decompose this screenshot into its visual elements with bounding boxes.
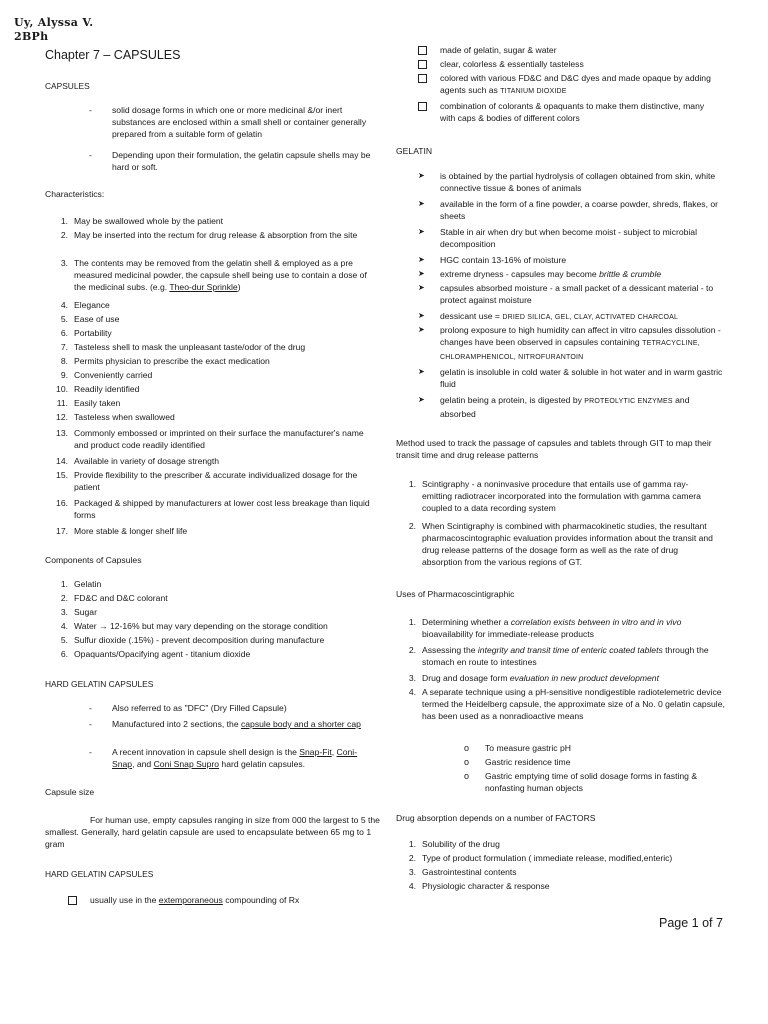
component-number: 3. (60, 607, 68, 617)
component-number: 1. (60, 579, 68, 589)
use-number: 2. (408, 645, 416, 655)
box-item (418, 100, 718, 124)
uses-heading: Uses of Pharmacoscintigraphic (396, 589, 515, 599)
bullet-text: solid dosage forms in which one or more medicinal &/or inert substances are enclosed within a small shell or container generally prepared from a suitable form of gelatin (112, 105, 367, 139)
gelatin-item (418, 310, 724, 324)
hard-gelatin-heading-2: HARD GELATIN CAPSULES (45, 869, 154, 879)
gelatin-item-text: gelatin being a protein, is digested by PROTEOLYTIC ENZYMES and absorbed (440, 395, 690, 419)
component-text: Sulfur dioxide (.15%) - prevent decomposition during manufacture (74, 635, 325, 645)
gelatin-item-text: available in the form of a fine powder, a coarse powder, shreds, flakes, or sheets (440, 199, 719, 221)
arrow-bullet-icon: ➤ (418, 255, 425, 264)
characteristic-number: 2. (60, 230, 68, 240)
characteristic-text: Commonly embossed or imprinted on their surface the manufacturer's name and product code readily identified (74, 428, 364, 450)
capsule-size-paragraph: For human use, empty capsules ranging in size from 000 the largest to 5 the smallest. Generally, hard gelatin capsule are used to encapsulate between 65 mg to 1 gram (45, 815, 380, 849)
gelatin-item-text: HGC contain 13-16% of moisture (440, 255, 567, 265)
gelatin-item-text: Stable in air when dry but when become moist - subject to microbial decomposition (440, 227, 697, 249)
bullet-text: Manufactured into 2 sections, the capsule body and a shorter cap (112, 719, 361, 729)
component-number: 5. (60, 635, 68, 645)
use-subitem-text: To measure gastric pH (485, 743, 571, 753)
arrow-bullet-icon: ➤ (418, 227, 425, 236)
bullet-text: A recent innovation in capsule shell design is the Snap-Fit, Coni-Snap, and Coni Snap Supro hard gelatin capsules. (112, 747, 358, 769)
use-text: Drug and dosage form evaluation in new product development (422, 673, 659, 683)
arrow-bullet-icon: ➤ (418, 269, 425, 278)
method-text: When Scintigraphy is combined with pharmacokinetic studies, the resultant pharmacoscintographic evaluation provides information about the transit and drug release patterns of the dosage form as well as the rate of drug absorption from the various regions of GT. (422, 521, 713, 567)
characteristic-text: Elegance (74, 300, 110, 310)
factor-number: 3. (408, 867, 416, 877)
use-number: 1. (408, 617, 416, 627)
box-item (418, 44, 718, 56)
factor-number: 4. (408, 881, 416, 891)
characteristic-text: Easily taken (74, 398, 121, 408)
factor-text: Type of product formulation ( immediate release, modified,enteric) (422, 853, 673, 863)
gelatin-item (418, 282, 724, 306)
gelatin-item-text: capsules absorbed moisture - a small packet of a dessicant material - to protect against moisture (440, 283, 714, 305)
author-block (14, 16, 93, 44)
arrow-bullet-icon: ➤ (418, 367, 425, 376)
component-text: Gelatin (74, 579, 102, 589)
factor-text: Gastrointestinal contents (422, 867, 517, 877)
characteristic-number: 3. (60, 258, 68, 268)
use-text: Assessing the integrity and transit time of enteric coated tablets through the stomach en route to intestines (422, 645, 709, 667)
characteristic-number: 14. (56, 456, 68, 466)
use-subitem (464, 742, 726, 754)
factor-number: 1. (408, 839, 416, 849)
use-number: 4. (408, 687, 416, 697)
hard-gelatin-heading: HARD GELATIN CAPSULES (45, 679, 154, 689)
method-text: Scintigraphy - a noninvasive procedure that entails use of gamma ray- emitting radiotracer incorporated into the formulation with gamma camera coupled to a data recording system (422, 479, 701, 513)
characteristic-number: 10. (56, 384, 68, 394)
factor-text: Solubility of the drug (422, 839, 500, 849)
box-item-text: made of gelatin, sugar & water (440, 45, 557, 55)
characteristic-text: More stable & longer shelf life (74, 526, 188, 536)
circle-bullet-icon: o (464, 743, 470, 753)
author-class: 2BPh (14, 30, 49, 43)
characteristic-number: 13. (56, 428, 68, 438)
gelatin-item (418, 324, 724, 364)
characteristic-text: Ease of use (74, 314, 120, 324)
box-item-text: clear, colorless & essentially tasteless (440, 59, 584, 69)
hard-bullet-2: - Manufactured into 2 sections, the capsule body and a shorter cap (89, 718, 379, 730)
gelatin-item-text: prolong exposure to high humidity can affect in vitro capsules dissolution - changes have been observed in capsules containing TETRACYCLINE, CHLORAMPHENICOL, NITROFURANTOIN (440, 325, 721, 361)
characteristic-text: Tasteless shell to mask the unpleasant taste/odor of the drug (74, 342, 306, 352)
arrow-bullet-icon: ➤ (418, 171, 425, 180)
arrow-bullet-icon: ➤ (418, 325, 425, 334)
gelatin-item (418, 254, 724, 266)
component-text: Sugar (74, 607, 97, 617)
characteristic-text: Available in variety of dosage strength (74, 456, 220, 466)
use-text: A separate technique using a pH-sensitive nondigestible radiotelemetric device termed the Heidelberg capsule, the approximate size of a No. 0 gelatin capsule, has been used as a nonradioactive means (422, 687, 725, 721)
component-number: 6. (60, 649, 68, 659)
box-item-text: colored with various FD&C and D&C dyes and made opaque by adding agents such as TITANIUM DIOXIDE (440, 73, 711, 95)
characteristic-text: Tasteless when swallowed (74, 412, 175, 422)
characteristic-number: 1. (60, 216, 68, 226)
gelatin-item (418, 198, 724, 222)
box-item (418, 58, 718, 70)
box-item-text: combination of colorants & opaquants to make them distinctive, many with caps & bodies of different colors (440, 101, 705, 123)
hard-bullet-3: - A recent innovation in capsule shell design is the Snap-Fit, Coni-Snap, and Coni Snap Supro hard gelatin capsules. (89, 746, 379, 770)
arrow-bullet-icon: ➤ (418, 199, 425, 208)
gelatin-item-text: dessicant use = DRIED SILICA, GEL, CLAY, ACTIVATED CHARCOAL (440, 311, 679, 321)
checkbox-bullet-icon (418, 46, 427, 55)
characteristic-number: 17. (56, 526, 68, 536)
characteristic-number: 15. (56, 470, 68, 480)
checkbox-bullet-icon (68, 896, 77, 905)
use-subitem (464, 756, 726, 768)
use-text: Determining whether a correlation exists between in vitro and in vivo bioavailability for immediate-release products (422, 617, 682, 639)
method-number: 1. (408, 479, 416, 489)
gelatin-item (418, 226, 724, 250)
factor-text: Physiologic character & response (422, 881, 550, 891)
gelatin-item-text: gelatin is insoluble in cold water & soluble in hot water and in warm gastric fluid (440, 367, 723, 389)
method-paragraph: Method used to track the passage of capsules and tablets through GIT to map their transit time and drug release patterns (396, 438, 712, 460)
characteristic-number: 8. (60, 356, 68, 366)
use-subitem-text: Gastric residence time (485, 757, 571, 767)
component-text: Water → 12-16% but may vary depending on the storage condition (74, 621, 328, 631)
factors-heading: Drug absorption depends on a number of FACTORS (396, 813, 596, 823)
use-number: 3. (408, 673, 416, 683)
factor-number: 2. (408, 853, 416, 863)
characteristic-text: Readily identified (74, 384, 140, 394)
hard2-item (68, 894, 368, 906)
gelatin-item-text: extreme dryness - capsules may become brittle & crumble (440, 269, 662, 279)
gelatin-item (418, 170, 724, 194)
checkbox-bullet-icon (418, 102, 427, 111)
circle-bullet-icon: o (464, 757, 470, 767)
characteristic-text: May be inserted into the rectum for drug release & absorption from the site (74, 230, 358, 240)
characteristic-text: Permits physician to prescribe the exact medication (74, 356, 270, 366)
characteristic-number: 7. (60, 342, 68, 352)
arrow-bullet-icon: ➤ (418, 311, 425, 320)
characteristic-text: Packaged & shipped by manufacturers at lower cost less breakage than liquid forms (74, 498, 370, 520)
characteristic-number: 16. (56, 498, 68, 508)
use-subitem (464, 770, 726, 794)
gelatin-item (418, 268, 724, 280)
bullet-text: Also referred to as "DFC" (Dry Filled Capsule) (112, 703, 287, 713)
characteristics-heading: Characteristics: (45, 189, 105, 199)
characteristic-text: Provide flexibility to the prescriber & accurate individualized dosage for the patient (74, 470, 358, 492)
gelatin-item (418, 394, 724, 420)
use-subitem-text: Gastric emptying time of solid dosage forms in fasting & nonfasting human objects (485, 771, 698, 793)
gelatin-item-text: is obtained by the partial hydrolysis of collagen obtained from skin, white connective tissue & bones of animals (440, 171, 716, 193)
component-text: FD&C and D&C colorant (74, 593, 168, 603)
characteristic-text: May be swallowed whole by the patient (74, 216, 224, 226)
characteristic-number: 12. (56, 412, 68, 422)
characteristic-number: 4. (60, 300, 68, 310)
checkbox-bullet-icon (418, 60, 427, 69)
capsules-bullet-2: - Depending upon their formulation, the gelatin capsule shells may be hard or soft. (89, 149, 379, 173)
hard-bullet-1: - Also referred to as "DFC" (Dry Filled Capsule) (89, 702, 379, 714)
characteristic-number: 9. (60, 370, 68, 380)
gelatin-item (418, 366, 724, 390)
hard2-item-text: usually use in the extemporaneous compounding of Rx (90, 895, 300, 905)
checkbox-bullet-icon (418, 74, 427, 83)
arrow-bullet-icon: ➤ (418, 283, 425, 292)
circle-bullet-icon: o (464, 771, 470, 781)
chapter-title: Chapter 7 – CAPSULES (45, 48, 181, 62)
page-number: Page 1 of 7 (659, 916, 723, 930)
component-number: 4. (60, 621, 68, 631)
characteristic-number: 5. (60, 314, 68, 324)
characteristic-text: Portability (74, 328, 112, 338)
characteristic-text: Conveniently carried (74, 370, 153, 380)
arrow-bullet-icon: ➤ (418, 395, 425, 404)
author-name: Uy, Alyssa V. (14, 16, 94, 29)
gelatin-heading: GELATIN (396, 146, 433, 156)
capsules-bullet-1: - solid dosage forms in which one or more medicinal &/or inert substances are enclosed within a small shell or container generally prepared from a suitable form of gelatin (89, 104, 379, 140)
box-item (418, 72, 718, 98)
characteristic-text: The contents may be removed from the gelatin shell & employed as a pre measured medicinal powder, the capsule shell being use to contain a dose of the medicinal subs. (e.g. Theo-dur Sprinkle) (74, 258, 367, 292)
component-text: Opaquants/Opacifying agent - titanium dioxide (74, 649, 251, 659)
capsule-size-heading: Capsule size (45, 787, 95, 797)
component-number: 2. (60, 593, 68, 603)
components-heading: Components of Capsules (45, 555, 142, 565)
bullet-text: Depending upon their formulation, the gelatin capsule shells may be hard or soft. (112, 150, 371, 172)
capsules-heading: CAPSULES (45, 81, 90, 91)
method-number: 2. (408, 521, 416, 531)
characteristic-number: 11. (56, 398, 68, 408)
characteristic-number: 6. (60, 328, 68, 338)
